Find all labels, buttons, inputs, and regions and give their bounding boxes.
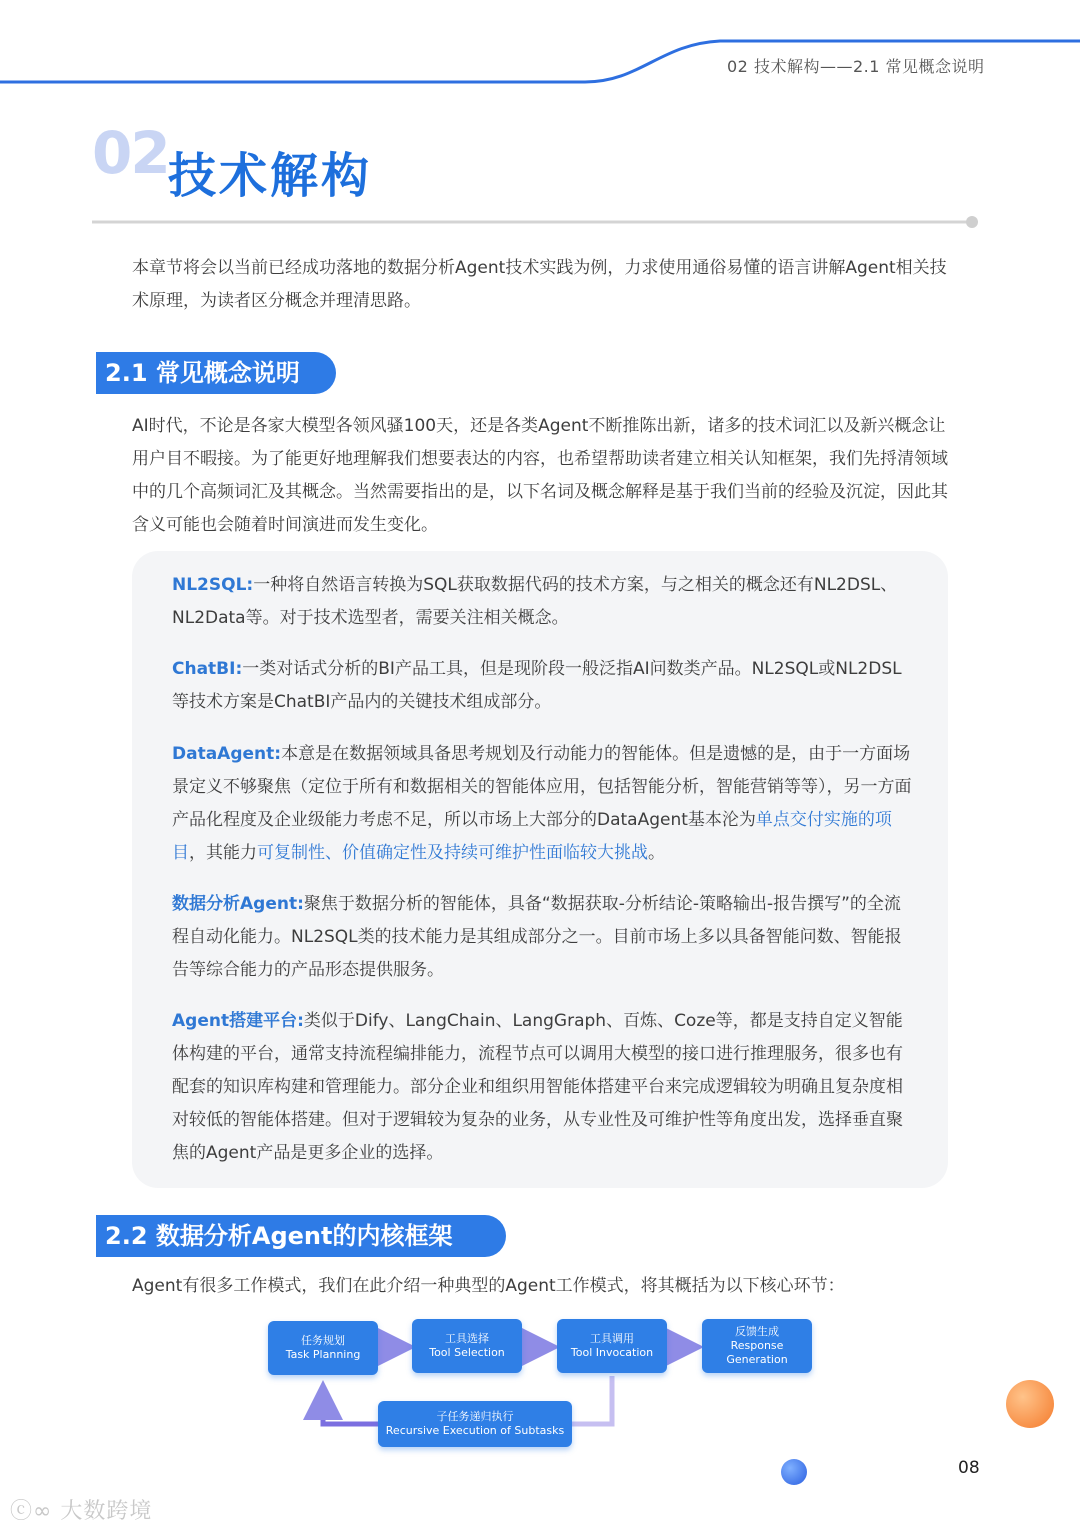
- loop-arrow-icon: [323, 1390, 378, 1424]
- chapter-number: 02: [92, 119, 169, 187]
- decorative-blue-ball: [781, 1459, 807, 1485]
- definition-agent-platform: [172, 1005, 917, 1170]
- definition-data-analysis-agent: [172, 888, 917, 987]
- definition-term: 数据分析Agent:: [172, 894, 304, 914]
- highlight-text: 可复制性、价值确定性及持续可维护性面临较大挑战: [257, 843, 648, 863]
- flow-node-en: Tool Selection: [429, 1346, 505, 1359]
- definition-text: ，其能力: [189, 843, 257, 863]
- header-curve: [0, 0, 1080, 100]
- watermark-logo-icon: ⓒ∞: [10, 1499, 61, 1524]
- section-2-2-paragraph: Agent有很多工作模式，我们在此介绍一种典型的Agent工作模式，将其概括为以下核心环节：: [132, 1276, 845, 1296]
- chapter-intro: 本章节将会以当前已经成功落地的数据分析Agent技术实践为例，力求使用通俗易懂的语言讲解Agent相关技术原理，为读者区分概念并理清思路。: [132, 258, 947, 311]
- flow-node-cn: 反馈生成: [735, 1325, 779, 1338]
- decorative-orange-ball: [1006, 1380, 1054, 1428]
- page-number: 08: [958, 1458, 980, 1478]
- chapter-title: 技术解构: [168, 148, 373, 204]
- flow-node-en: Recursive Execution of Subtasks: [385, 1424, 565, 1437]
- section-heading-2-2: 2.2 数据分析Agent的内核框架: [96, 1215, 506, 1257]
- highlight-text: 单点交付实施的项目: [172, 810, 892, 863]
- watermark-text: 大数跨境: [60, 1499, 153, 1524]
- section-heading-2-1: 2.1 常见概念说明: [96, 352, 336, 394]
- definition-chatbi: [172, 653, 917, 719]
- flow-node-recursive-execution: [378, 1401, 572, 1447]
- definition-term: ChatBI:: [172, 659, 243, 679]
- definition-text: 本意是在数据领域具备思考规划及行动能力的智能体。但是遗憾的是，由于一方面场景定义不够聚焦（定位于所有和数据相关的智能体应用，包括智能分析，智能营销等等），另一方面产品化程度及企业级能力考虑不足，所以市场上大部分的DataAgent基本沦为: [172, 744, 912, 830]
- definition-dataagent: [172, 738, 917, 870]
- flow-node-cn: 任务规划: [301, 1334, 345, 1347]
- watermark: [10, 1494, 152, 1525]
- flow-node-cn: 工具选择: [445, 1332, 489, 1345]
- definition-term: NL2SQL:: [172, 575, 254, 595]
- header-breadcrumb: 02 技术解构——2.1 常见概念说明: [727, 57, 985, 76]
- loop-connector: [572, 1376, 612, 1424]
- definition-term: DataAgent:: [172, 744, 282, 764]
- flow-node-en: Response Generation: [726, 1339, 788, 1366]
- flow-node-response-generation: [702, 1319, 812, 1373]
- flow-node-tool-selection: [412, 1319, 522, 1373]
- section-2-1-paragraph: AI时代，不论是各家大模型各领风骚100天，还是各类Agent不断推陈出新，诸多的技术词汇以及新兴概念让用户目不暇接。为了能更好地理解我们想要表达的内容，也希望帮助读者建立相关认知框架，我们先捋清领域中的几个高频词汇及其概念。当然需要指出的是，以下名词及概念解释是基于我们当前的经验及沉淀，因此其含义可能也会随着时间演进而发生变化。: [132, 416, 948, 535]
- title-divider: [90, 214, 990, 232]
- definition-text: 聚焦于数据分析的智能体，具备“数据获取-分析结论-策略输出-报告撰写”的全流程自动化能力。NL2SQL类的技术能力是其组成部分之一。目前市场上多以具备智能问数、智能报告等综合能力的产品形态提供服务。: [172, 894, 902, 980]
- flow-node-en: Task Planning: [285, 1348, 361, 1361]
- definition-term: Agent搭建平台:: [172, 1011, 304, 1031]
- definition-nl2sql: [172, 569, 917, 635]
- flow-node-cn: 工具调用: [590, 1332, 634, 1345]
- flow-node-task-planning: [268, 1321, 378, 1375]
- definition-text: 一类对话式分析的BI产品工具，但是现阶段一般泛指AI问数类产品。NL2SQL或NL2DSL等技术方案是ChatBI产品内的关键技术组成部分。: [172, 659, 902, 712]
- definition-text: 类似于Dify、LangChain、LangGraph、百炼、Coze等，都是支持自定义智能体构建的平台，通常支持流程编排能力，流程节点可以调用大模型的接口进行推理服务，很多也有配套的知识库构建和管理能力。部分企业和组织用智能体搭建平台来完成逻辑较为明确且复杂度相对较低的智能体搭建。但对于逻辑较为复杂的业务，从专业性及可维护性等角度出发，选择垂直聚焦的Agent产品是更多企业的选择。: [172, 1011, 903, 1163]
- flow-node-cn: 子任务递归执行: [436, 1410, 514, 1423]
- definition-text: 一种将自然语言转换为SQL获取数据代码的技术方案，与之相关的概念还有NL2DSL、NL2Data等。对于技术选型者，需要关注相关概念。: [172, 575, 898, 628]
- definition-text: 。: [648, 843, 665, 863]
- flow-node-en: Tool Invocation: [570, 1346, 654, 1359]
- flow-node-tool-invocation: [557, 1319, 667, 1373]
